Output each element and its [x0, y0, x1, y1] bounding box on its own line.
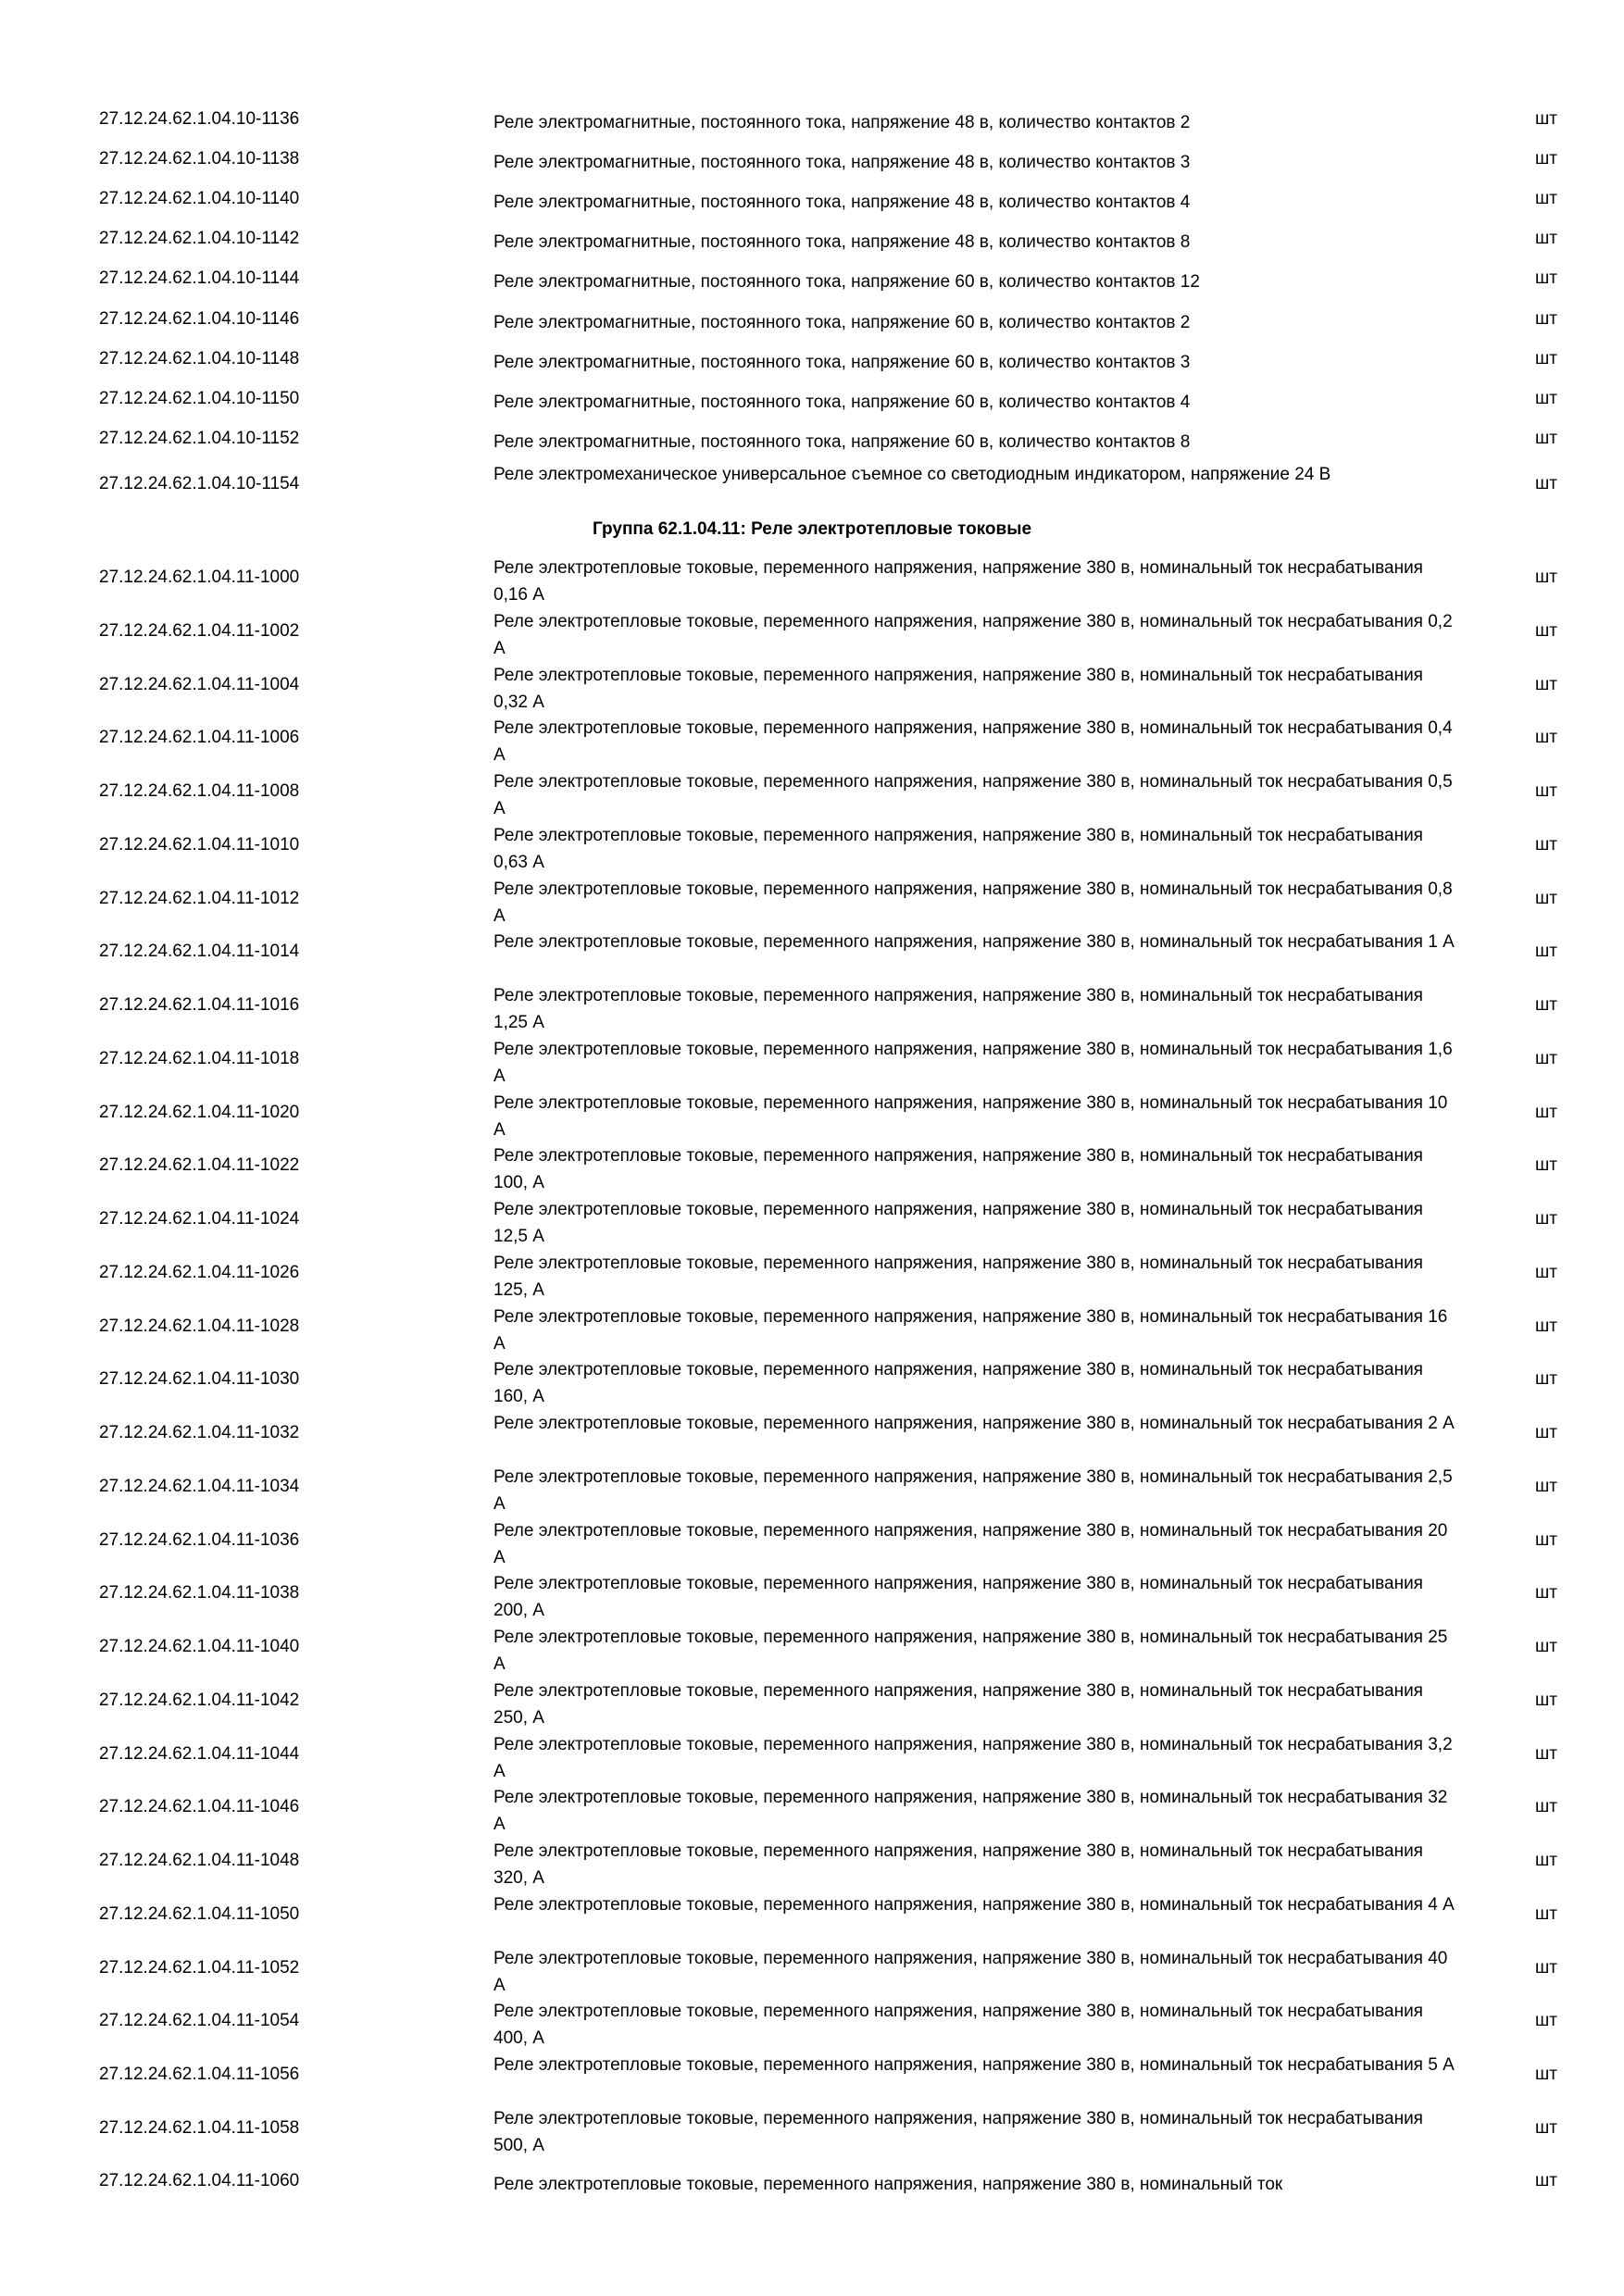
item-unit: шт: [1535, 1476, 1557, 1496]
item-description: Реле электротепловые токовые, переменного напряжения, напряжение 380 в, номинальный ток несрабатывания 0,32 А: [493, 665, 1423, 712]
item-code: 27.12.24.62.1.04.11-1056: [99, 2065, 300, 2084]
item-description: Реле электромагнитные, постоянного тока, напряжение 60 в, количество контактов 2: [493, 312, 1191, 332]
item-code: 27.12.24.62.1.04.11-1046: [99, 1797, 300, 1817]
item-code: 27.12.24.62.1.04.11-1002: [99, 620, 300, 641]
item-description: Реле электротепловые токовые, переменного напряжения, напряжение 380 в, номинальный ток несрабатывания 320, А: [493, 1841, 1423, 1888]
item-unit: шт: [1535, 109, 1557, 129]
item-code: 27.12.24.62.1.04.10-1142: [99, 229, 300, 249]
item-code: 27.12.24.62.1.04.11-1026: [99, 1262, 300, 1282]
item-description: Реле электротепловые токовые, переменного напряжения, напряжение 380 в, номинальный ток несрабатывания 1,25 А: [493, 986, 1423, 1032]
item-code: 27.12.24.62.1.04.11-1040: [99, 1637, 300, 1656]
item-description: Реле электротепловые токовые, переменного напряжения, напряжение 380 в, номинальный ток несрабатывания 0,5 А: [493, 772, 1453, 818]
item-description: Реле электротепловые токовые, переменного напряжения, напряжение 380 в, номинальный ток несрабатывания 5 А: [493, 2055, 1455, 2075]
item-description: Реле электротепловые токовые, переменного напряжения, напряжение 380 в, номинальный ток несрабатывания 100, А: [493, 1146, 1423, 1193]
item-description: Реле электротепловые токовые, переменного напряжения, напряжение 380 в, номинальный ток несрабатывания 0,63 А: [493, 825, 1423, 872]
item-unit: шт: [1535, 1637, 1557, 1656]
item-description: Реле электротепловые токовые, переменного напряжения, напряжение 380 в, номинальный ток несрабатывания 200, А: [493, 1574, 1423, 1621]
item-unit: шт: [1535, 888, 1557, 908]
item-description: Реле электротепловые токовые, переменного напряжения, напряжение 380 в, номинальный ток несрабатывания 4 А: [493, 1894, 1455, 1915]
item-unit: шт: [1535, 2065, 1557, 2084]
item-code: 27.12.24.62.1.04.11-1032: [99, 1423, 300, 1442]
item-code: 27.12.24.62.1.04.11-1024: [99, 1209, 300, 1229]
item-unit: шт: [1535, 1583, 1557, 1603]
item-description: Реле электромагнитные, постоянного тока, напряжение 48 в, количество контактов 4: [493, 193, 1191, 213]
item-code: 27.12.24.62.1.04.11-1018: [99, 1048, 300, 1068]
item-description: Реле электротепловые токовые, переменного напряжения, напряжение 380 в, номинальный ток несрабатывания 1,6 А: [493, 1039, 1453, 1086]
item-code: 27.12.24.62.1.04.11-1006: [99, 728, 300, 748]
item-unit: шт: [1535, 1102, 1557, 1122]
item-unit: шт: [1535, 1957, 1557, 1978]
item-description: Реле электротепловые токовые, переменного напряжения, напряжение 380 в, номинальный ток несрабатывания 500, А: [493, 2108, 1423, 2155]
item-description: Реле электромагнитные, постоянного тока, напряжение 48 в, количество контактов 3: [493, 153, 1191, 173]
item-unit: шт: [1535, 620, 1557, 641]
item-description: Реле электротепловые токовые, переменного напряжения, напряжение 380 в, номинальный ток несрабатывания 0,2 А: [493, 611, 1453, 658]
item-code: 27.12.24.62.1.04.10-1136: [99, 109, 300, 129]
item-unit: шт: [1535, 474, 1557, 493]
item-description: Реле электромагнитные, постоянного тока, напряжение 48 в, количество контактов 2: [493, 113, 1191, 132]
item-unit: шт: [1535, 1797, 1557, 1817]
item-code: 27.12.24.62.1.04.10-1148: [99, 348, 300, 368]
item-code: 27.12.24.62.1.04.10-1154: [99, 474, 300, 493]
item-code: 27.12.24.62.1.04.10-1144: [99, 268, 300, 289]
item-description: Реле электротепловые токовые, переменного напряжения, напряжение 380 в, номинальный ток несрабатывания 16 А: [493, 1306, 1448, 1354]
item-code: 27.12.24.62.1.04.11-1022: [99, 1155, 300, 1176]
item-code: 27.12.24.62.1.04.11-1048: [99, 1851, 300, 1870]
item-unit: шт: [1535, 189, 1557, 209]
item-description: Реле электромагнитные, постоянного тока, напряжение 48 в, количество контактов 8: [493, 232, 1191, 253]
item-description: Реле электротепловые токовые, переменного напряжения, напряжение 380 в, номинальный ток несрабатывания 3,2 А: [493, 1734, 1453, 1781]
item-unit: шт: [1535, 1316, 1557, 1336]
item-unit: шт: [1535, 1423, 1557, 1442]
item-code: 27.12.24.62.1.04.11-1030: [99, 1369, 300, 1390]
item-unit: шт: [1535, 834, 1557, 855]
item-code: 27.12.24.62.1.04.11-1036: [99, 1529, 300, 1550]
item-code: 27.12.24.62.1.04.11-1014: [99, 942, 300, 962]
item-unit: шт: [1535, 308, 1557, 329]
item-code: 27.12.24.62.1.04.11-1058: [99, 2117, 300, 2138]
group-heading: Группа 62.1.04.11: Реле электротепловые токовые: [592, 519, 1032, 539]
item-unit: шт: [1535, 568, 1557, 587]
item-description: Реле электротепловые токовые, переменного напряжения, напряжение 380 в, номинальный ток несрабатывания 0,8 А: [493, 879, 1453, 926]
item-description: Реле электротепловые токовые, переменного напряжения, напряжение 380 в, номинальный ток несрабатывания 40 А: [493, 1948, 1448, 1995]
item-description: Реле электромагнитные, постоянного тока, напряжение 60 в, количество контактов 3: [493, 352, 1191, 372]
item-description: Реле электротепловые токовые, переменного напряжения, напряжение 380 в, номинальный ток несрабатывания 12,5 А: [493, 1200, 1423, 1246]
item-unit: шт: [1535, 942, 1557, 962]
item-unit: шт: [1535, 674, 1557, 694]
item-code: 27.12.24.62.1.04.11-1050: [99, 1903, 300, 1924]
item-unit: шт: [1535, 781, 1557, 801]
item-code: 27.12.24.62.1.04.11-1042: [99, 1690, 300, 1710]
item-code: 27.12.24.62.1.04.10-1146: [99, 308, 300, 329]
item-code: 27.12.24.62.1.04.11-1010: [99, 834, 300, 855]
item-description: Реле электротепловые токовые, переменного напряжения, напряжение 380 в, номинальный ток несрабатывания 25 А: [493, 1628, 1448, 1674]
item-code: 27.12.24.62.1.04.10-1138: [99, 149, 300, 169]
item-code: 27.12.24.62.1.04.11-1020: [99, 1102, 300, 1122]
item-description: Реле электротепловые токовые, переменного напряжения, напряжение 380 в, номинальный ток несрабатывания 125, А: [493, 1253, 1423, 1300]
item-unit: шт: [1535, 1690, 1557, 1710]
item-code: 27.12.24.62.1.04.11-1016: [99, 995, 300, 1015]
item-unit: шт: [1535, 1155, 1557, 1176]
item-description: Реле электротепловые токовые, переменного напряжения, напряжение 380 в, номинальный ток: [493, 2175, 1283, 2194]
item-unit: шт: [1535, 1529, 1557, 1550]
item-unit: шт: [1535, 1369, 1557, 1390]
item-unit: шт: [1535, 728, 1557, 748]
item-code: 27.12.24.62.1.04.11-1054: [99, 2011, 300, 2031]
item-unit: шт: [1535, 1743, 1557, 1764]
item-code: 27.12.24.62.1.04.11-1028: [99, 1316, 300, 1336]
item-unit: шт: [1535, 2117, 1557, 2138]
item-code: 27.12.24.62.1.04.11-1034: [99, 1476, 300, 1496]
item-description: Реле электротепловые токовые, переменного напряжения, напряжение 380 в, номинальный ток несрабатывания 400, А: [493, 2002, 1423, 2049]
item-unit: шт: [1535, 995, 1557, 1015]
item-code: 27.12.24.62.1.04.11-1060: [99, 2171, 300, 2190]
item-unit: шт: [1535, 428, 1557, 448]
item-description: Реле электротепловые токовые, переменного напряжения, напряжение 380 в, номинальный ток несрабатывания 10 А: [493, 1092, 1448, 1140]
item-description: Реле электротепловые токовые, переменного напряжения, напряжение 380 в, номинальный ток несрабатывания 160, А: [493, 1360, 1423, 1407]
item-code: 27.12.24.62.1.04.11-1038: [99, 1583, 300, 1603]
item-description: Реле электротепловые токовые, переменного напряжения, напряжение 380 в, номинальный ток несрабатывания 2 А: [493, 1414, 1455, 1433]
item-unit: шт: [1535, 1209, 1557, 1229]
item-code: 27.12.24.62.1.04.11-1000: [99, 568, 300, 587]
item-description: Реле электромеханическое универсальное съемное со светодиодным индикатором, напряжение 24 В: [493, 465, 1331, 484]
item-unit: шт: [1535, 1048, 1557, 1068]
item-description: Реле электротепловые токовые, переменного напряжения, напряжение 380 в, номинальный ток несрабатывания 1 А: [493, 932, 1455, 953]
item-unit: шт: [1535, 1851, 1557, 1870]
item-code: 27.12.24.62.1.04.10-1140: [99, 189, 300, 209]
item-unit: шт: [1535, 2171, 1557, 2190]
item-code: 27.12.24.62.1.04.11-1044: [99, 1743, 300, 1764]
item-unit: шт: [1535, 268, 1557, 289]
item-code: 27.12.24.62.1.04.11-1008: [99, 781, 300, 801]
item-description: Реле электротепловые токовые, переменного напряжения, напряжение 380 в, номинальный ток несрабатывания 32 А: [493, 1788, 1448, 1835]
item-description: Реле электротепловые токовые, переменного напряжения, напряжение 380 в, номинальный ток несрабатывания 0,16 А: [493, 558, 1423, 605]
item-code: 27.12.24.62.1.04.11-1012: [99, 888, 300, 908]
item-unit: шт: [1535, 388, 1557, 408]
item-description: Реле электротепловые токовые, переменного напряжения, напряжение 380 в, номинальный ток несрабатывания 0,4 А: [493, 718, 1453, 766]
item-unit: шт: [1535, 348, 1557, 368]
item-description: Реле электротепловые токовые, переменного напряжения, напряжение 380 в, номинальный ток несрабатывания 20 А: [493, 1520, 1448, 1567]
item-description: Реле электромагнитные, постоянного тока, напряжение 60 в, количество контактов 8: [493, 431, 1191, 452]
item-description: Реле электромагнитные, постоянного тока, напряжение 60 в, количество контактов 12: [493, 272, 1200, 293]
item-unit: шт: [1535, 1903, 1557, 1924]
item-code: 27.12.24.62.1.04.11-1004: [99, 674, 300, 694]
item-unit: шт: [1535, 1262, 1557, 1282]
item-description: Реле электротепловые токовые, переменного напряжения, напряжение 380 в, номинальный ток несрабатывания 250, А: [493, 1680, 1423, 1728]
item-code: 27.12.24.62.1.04.11-1052: [99, 1957, 300, 1978]
item-unit: шт: [1535, 229, 1557, 249]
item-description: Реле электротепловые токовые, переменного напряжения, напряжение 380 в, номинальный ток несрабатывания 2,5 А: [493, 1466, 1453, 1514]
item-unit: шт: [1535, 149, 1557, 169]
item-code: 27.12.24.62.1.04.10-1152: [99, 428, 300, 448]
item-unit: шт: [1535, 2011, 1557, 2031]
item-code: 27.12.24.62.1.04.10-1150: [99, 388, 300, 408]
item-description: Реле электромагнитные, постоянного тока, напряжение 60 в, количество контактов 4: [493, 392, 1191, 412]
